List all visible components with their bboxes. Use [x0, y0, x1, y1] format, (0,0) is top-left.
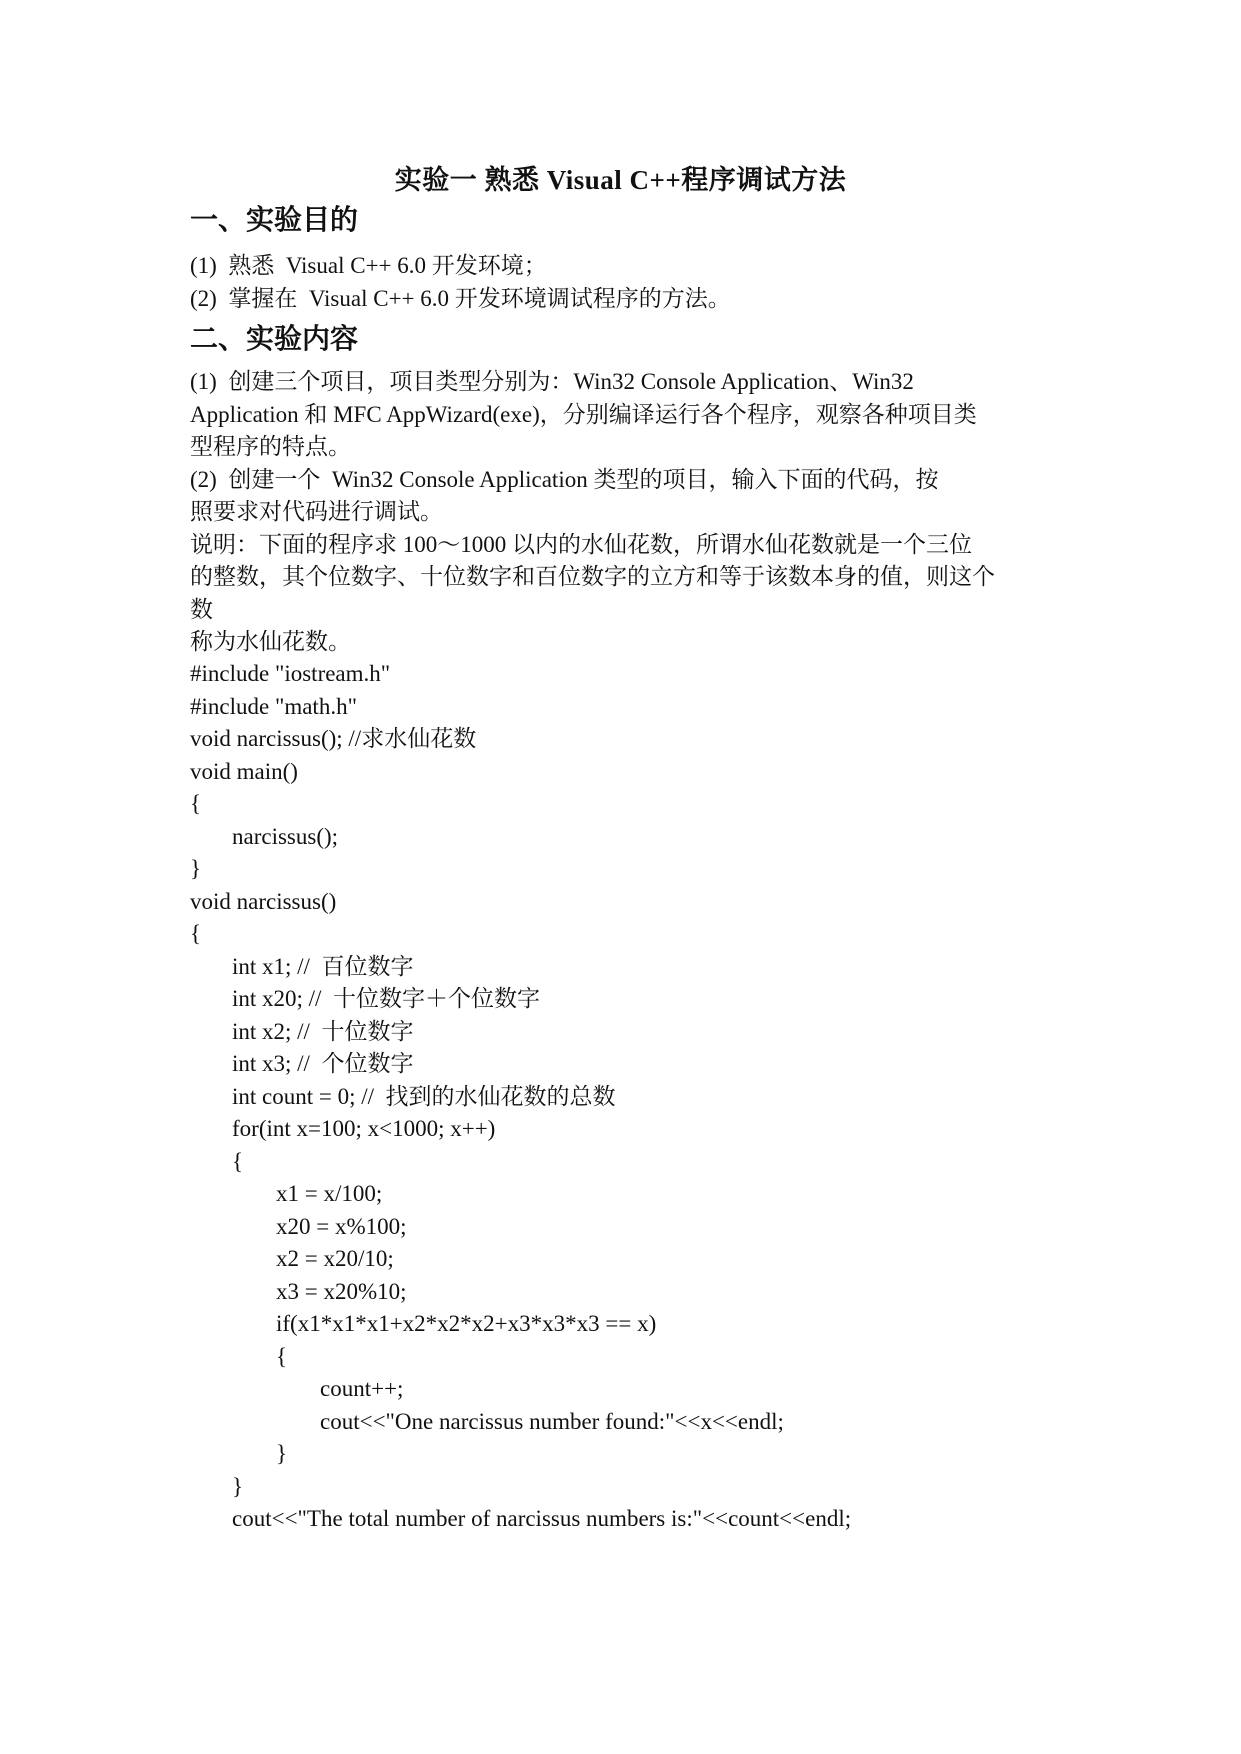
objectives-list [190, 250, 1070, 315]
code-line: narcissus(); [232, 823, 339, 849]
content-paragraph [190, 366, 1070, 659]
code-line: cout<<"The total number of narcissus numbers is:"<<count<<endl; [232, 1506, 852, 1531]
code-line: int x1; // 百位数字 [232, 953, 414, 979]
paragraph-line: 型程序的特点。 [190, 434, 351, 459]
code-line: int x2; // 十位数字 [232, 1018, 414, 1044]
code-line: } [232, 1473, 244, 1499]
code-line: #include "iostream.h" [190, 661, 391, 686]
paragraph-line: Application 和 MFC AppWizard(exe)，分别编译运行各个程序，观察各种项目类 [190, 401, 977, 427]
code-line: { [190, 791, 202, 816]
code-line: cout<<"One narcissus number found:"<<x<<endl; [320, 1408, 784, 1434]
code-line: void narcissus() [190, 888, 337, 914]
code-line: count++; [320, 1376, 404, 1401]
code-line: { [232, 1148, 244, 1174]
code-line: } [276, 1441, 288, 1466]
code-line: } [190, 856, 202, 881]
section-heading-objectives: 一、实验目的 [190, 205, 359, 236]
code-line: int x3; // 个位数字 [232, 1051, 414, 1076]
paragraph-line: 称为水仙花数。 [190, 629, 351, 654]
code-line: { [276, 1343, 288, 1369]
code-line: x2 = x20/10; [276, 1246, 394, 1271]
code-line: { [190, 921, 202, 946]
code-line: x3 = x20%10; [276, 1278, 407, 1304]
code-line: int x20; // 十位数字＋个位数字 [232, 986, 540, 1011]
code-line: x1 = x/100; [276, 1181, 383, 1206]
objective-item: (1) 熟悉 Visual C++ 6.0 开发环境； [190, 253, 547, 278]
paragraph-line: 照要求对代码进行调试。 [190, 499, 443, 524]
code-line: if(x1*x1*x1+x2*x2*x2+x3*x3*x3 == x) [276, 1311, 657, 1336]
code-listing [190, 658, 1070, 1536]
paragraph-line: 数 [190, 596, 213, 622]
code-line: #include "math.h" [190, 693, 357, 719]
code-line: int count = 0; // 找到的水仙花数的总数 [232, 1083, 616, 1109]
paragraph-line: (2) 创建一个 Win32 Console Application 类型的项目，输入下面的代码，按 [190, 466, 939, 492]
paragraph-line: 的整数，其个位数字、十位数字和百位数字的立方和等于该数本身的值，则这个 [190, 564, 995, 589]
paragraph-line: (1) 创建三个项目，项目类型分别为：Win32 Console Application、Win32 [190, 369, 914, 394]
code-line: void main() [190, 758, 298, 784]
objective-item: (2) 掌握在 Visual C++ 6.0 开发环境调试程序的方法。 [190, 285, 731, 311]
code-line: x20 = x%100; [276, 1213, 407, 1239]
code-line: void narcissus(); //求水仙花数 [190, 726, 477, 751]
code-line: for(int x=100; x<1000; x++) [232, 1116, 496, 1141]
document-title: 实验一 熟悉 Visual C++程序调试方法 [394, 165, 847, 195]
paragraph-line: 说明：下面的程序求 100～1000 以内的水仙花数，所谓水仙花数就是一个三位 [190, 531, 972, 557]
section-heading-content: 二、实验内容 [190, 324, 359, 355]
